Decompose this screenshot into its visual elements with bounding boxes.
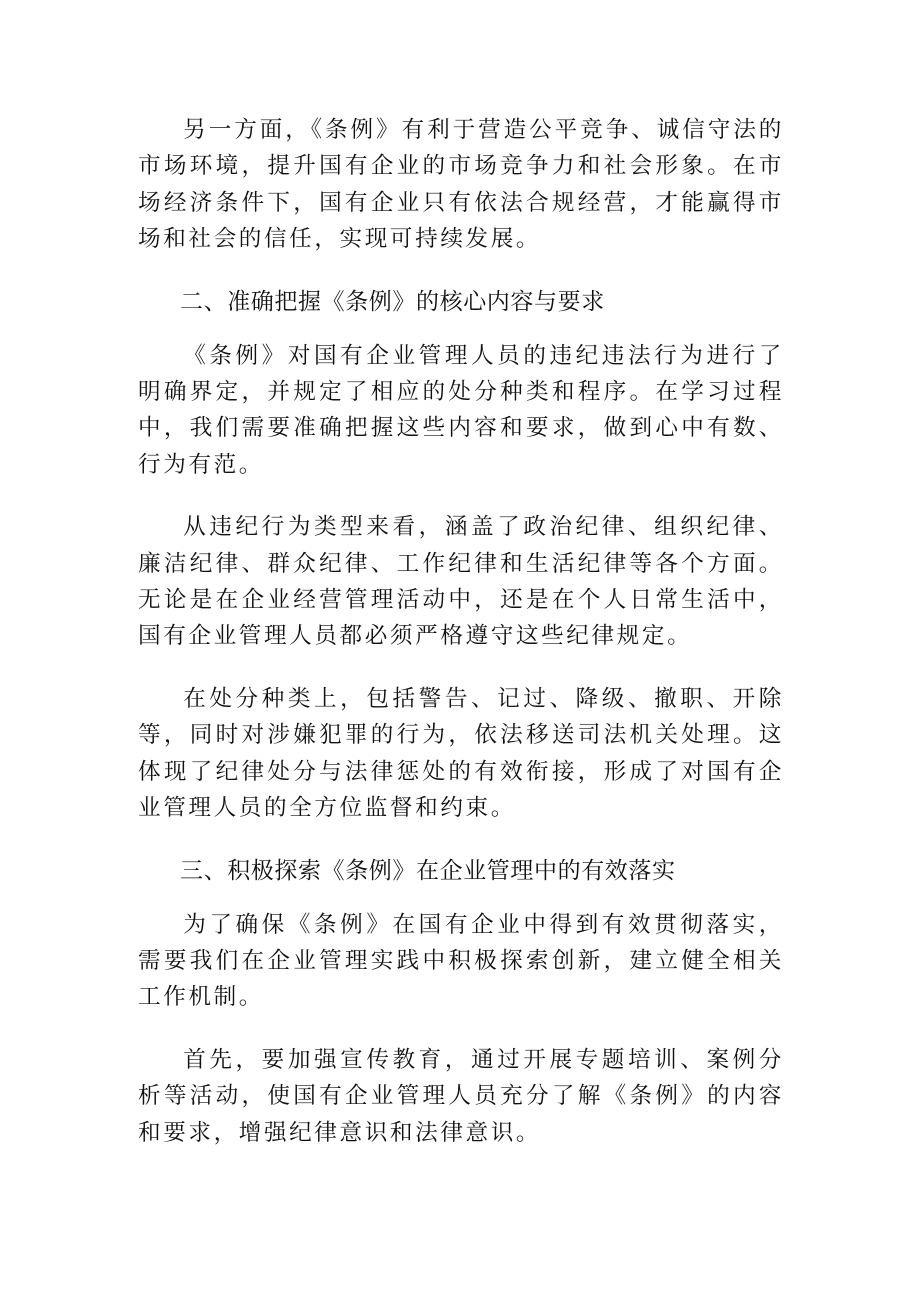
paragraph-violation-types: 从违纪行为类型来看，涵盖了政治纪律、组织纪律、廉洁纪律、群众纪律、工作纪律和生活纪律等各个方面。无论是在企业经营管理活动中，还是在个人日常生活中，国有企业管理人员都必须严格遵守这些纪律规定。 — [138, 514, 784, 650]
paragraph-education: 首先，要加强宣传教育，通过开展专题培训、案例分析等活动，使国有企业管理人员充分了解《条例》的内容和要求，增强纪律意识和法律意识。 — [138, 1046, 784, 1146]
spacer — [138, 889, 784, 907]
spacer — [138, 1016, 784, 1042]
spacer — [138, 655, 784, 681]
spacer — [138, 258, 784, 284]
paragraph-implementation: 为了确保《条例》在国有企业中得到有效贯彻落实，需要我们在企业管理实践中积极探索创新，建立健全相关工作机制。 — [138, 911, 784, 1011]
section-heading-3: 三、积极探索《条例》在企业管理中的有效落实 — [180, 857, 676, 884]
spacer — [138, 827, 784, 853]
spacer — [138, 483, 784, 509]
paragraph-core-content: 《条例》对国有企业管理人员的违纪违法行为进行了明确界定，并规定了相应的处分种类和程序。在学习过程中，我们需要准确把握这些内容和要求，做到心中有数、行为有范。 — [138, 342, 784, 478]
paragraph-punishment-types: 在处分种类上，包括警告、记过、降级、撤职、开除等，同时对涉嫌犯罪的行为，依法移送司法机关处理。这体现了纪律处分与法律惩处的有效衔接，形成了对国有企业管理人员的全方位监督和约束。 — [138, 685, 784, 822]
section-heading-2: 二、准确把握《条例》的核心内容与要求 — [180, 288, 605, 315]
document-body — [138, 112, 784, 1151]
paragraph-market-environment: 另一方面，《条例》有利于营造公平竞争、诚信守法的市场环境，提升国有企业的市场竞争力和社会形象。在市场经济条件下，国有企业只有依法合规经营，才能赢得市场和社会的信任，实现可持续发展。 — [138, 117, 784, 253]
spacer — [138, 320, 784, 338]
